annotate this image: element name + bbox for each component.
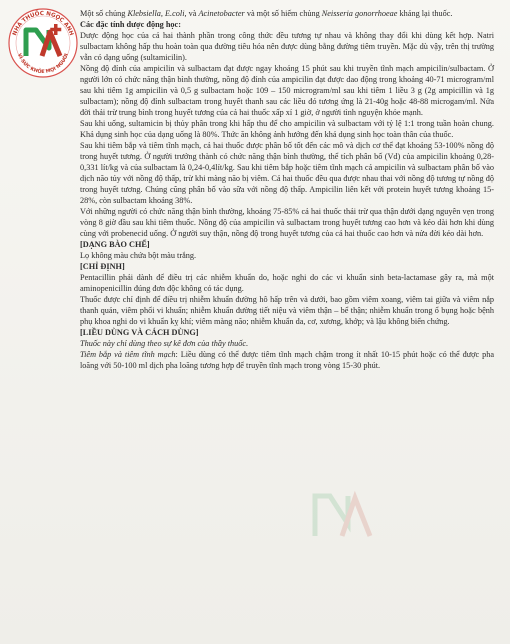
indication-paragraph-2: Thuốc được chỉ định để điều trị nhiễm khuẩn đường hô hấp trên và dưới, bao gồm viêm xoang, viêm tai giữa và viêm nắp thanh quản, viêm phổi vi khuẩn; nhiễm khuẩn đường tiết niệu và viêm thận – bể thận; nhiễm khuẩn trong ổ bụng hoặc bệnh phụ khoa nghi do vi khuẩn kỵ khí; viêm màng não; nhiễm khuẩn da, cơ, xương, khớp; và lậu không biến chứng.	[80, 295, 494, 326]
pharmacokinetics-paragraph-1: Dược động học của cả hai thành phần trong công thức đều tương tự nhau và không thay đổi khi dùng kết hợp. Natri sulbactam không hấp thu hoàn toàn qua đường tiêu hóa nên được dùng bằng đường tiêm truyền. Mặc dù vậy, trên thị trường vẫn có dạng uống (sultamicilin).	[80, 31, 494, 62]
pharmacokinetics-paragraph-5: Với những người có chức năng thận bình thường, khoảng 75-85% cả hai thuốc thải trừ qua thận dưới dạng nguyên vẹn trong vòng 8 giờ đầu sau khi tiêm thuốc. Nồng độ của ampicilin và sulbactam trong huyết tương cao hơn và kéo dài hơn khi dùng cùng với probenecid uống. Ở người suy thận, nồng độ trong huyết tương của cả hai thuốc cao hơn và nửa đời kéo dài hơn.	[80, 207, 494, 238]
pharmacokinetics-title: Các đặc tính dược động học:	[80, 20, 181, 29]
pharmacokinetics-paragraph-3: Sau khi uống, sultamicin bị thủy phân trong khi hấp thu để cho ampicilin và sulbactam với tỷ lệ 1:1 trong tuần hoàn chung. Khả dụng sinh học của dạng uống là 80%. Thức ăn không ảnh hưởng đến khả dụng sinh học toàn thân của thuốc.	[80, 119, 494, 139]
dosage-title: [LIỀU DÙNG VÀ CÁCH DÙNG]	[80, 328, 199, 337]
dosage-form-title: [DẠNG BÀO CHẾ]	[80, 240, 150, 249]
pharmacy-logo	[6, 6, 80, 80]
intro-paragraph: Một số chủng Klebsiella, E.coli, và Acinetobacter và một số hiếm chủng Neisseria gonorrhoeae kháng lại thuốc.	[80, 9, 453, 18]
watermark-logo	[310, 486, 390, 546]
document-content	[80, 8, 494, 371]
logo-bottom-text: VÌ SỨC KHỎE MỌI NGƯỜI	[16, 53, 70, 76]
indication-paragraph-1: Pentacillin phải dành để điều trị các nhiễm khuẩn do, hoặc nghi do các vi khuẩn sinh beta-lactamase gây ra, mà một aminopenicillin đúng đơn độc không có tác dụng.	[80, 273, 494, 293]
indication-title: [CHỈ ĐỊNH]	[80, 262, 125, 271]
pharmacokinetics-paragraph-2: Nồng độ đỉnh của ampicilin và sulbactam đạt được ngay khoảng 15 phút sau khi truyền tĩnh mạch ampicilin/sulbactam. Ở người lớn có chức năng thận bình thường, nồng độ đỉnh của ampicilin đạt được dao động trong khoảng 40-71 microgram/ml sau khi tiêm 1g ampicilin và 0,5 g sulbactam hoặc 109 – 150 microgram/ml sau khi tiêm 1 liều 3 g (2g ampicillin và 1g sulbactam); nồng độ đỉnh sulbactam trong huyết thanh sau các liều đó tương ứng là 21-40g hoặc 48-88 microgam/ml. Nửa đời thải trừ trung bình trong huyết tương của cả hai thuốc xấp xỉ 1 giờ, ở người tình nguyện khỏe mạnh.	[80, 64, 494, 117]
pharmacokinetics-paragraph-4: Sau khi tiêm bắp và tiêm tĩnh mạch, cả hai thuốc được phân bố tốt đến các mô và dịch cơ thể đạt khoảng 53-100% nồng độ trong huyết tương. Ở người trưởng thành có chức năng thận bình thường, thể tích phân bố (Vd) của ampicilin khoảng 0,28-0,331 lít/kg và của sulbactam là 0,24-0,4lít/kg. Sau khi tiêm bắp hoặc tiêm tĩnh mạch cả ampicilin và sulbactam phân bố vào dịch não tủy với nồng độ thấp, trừ khi màng não bị viêm. Cả hai thuốc đều qua được nhau thai với nồng độ tương tự nồng độ trong huyết tương. Chúng cũng phân bố vào sữa với nồng độ thấp. Ampicilin liên kết với protein huyết tương khoảng 15-28%, còn sulbactam khoảng 38%.	[80, 141, 494, 205]
dosage-form-text: Lọ không màu chứa bột màu trắng.	[80, 251, 197, 260]
prescription-note: Thuốc này chỉ dùng theo sự kê đơn của thầy thuốc.	[80, 339, 249, 348]
dosage-route-label: Tiêm bắp và tiêm tĩnh mạch	[80, 350, 176, 359]
logo-top-text: NHÀ THUỐC NGỌC ANH	[12, 10, 74, 37]
dosage-paragraph-1: Tiêm bắp và tiêm tĩnh mạch: Liều dùng có thể được tiêm tĩnh mạch chậm trong ít nhất 10-15 phút hoặc có thể được pha loãng với 50-100 ml dịch pha loãng tương hợp để truyền tĩnh mạch trong vòng 15-30 phút.	[80, 350, 494, 370]
